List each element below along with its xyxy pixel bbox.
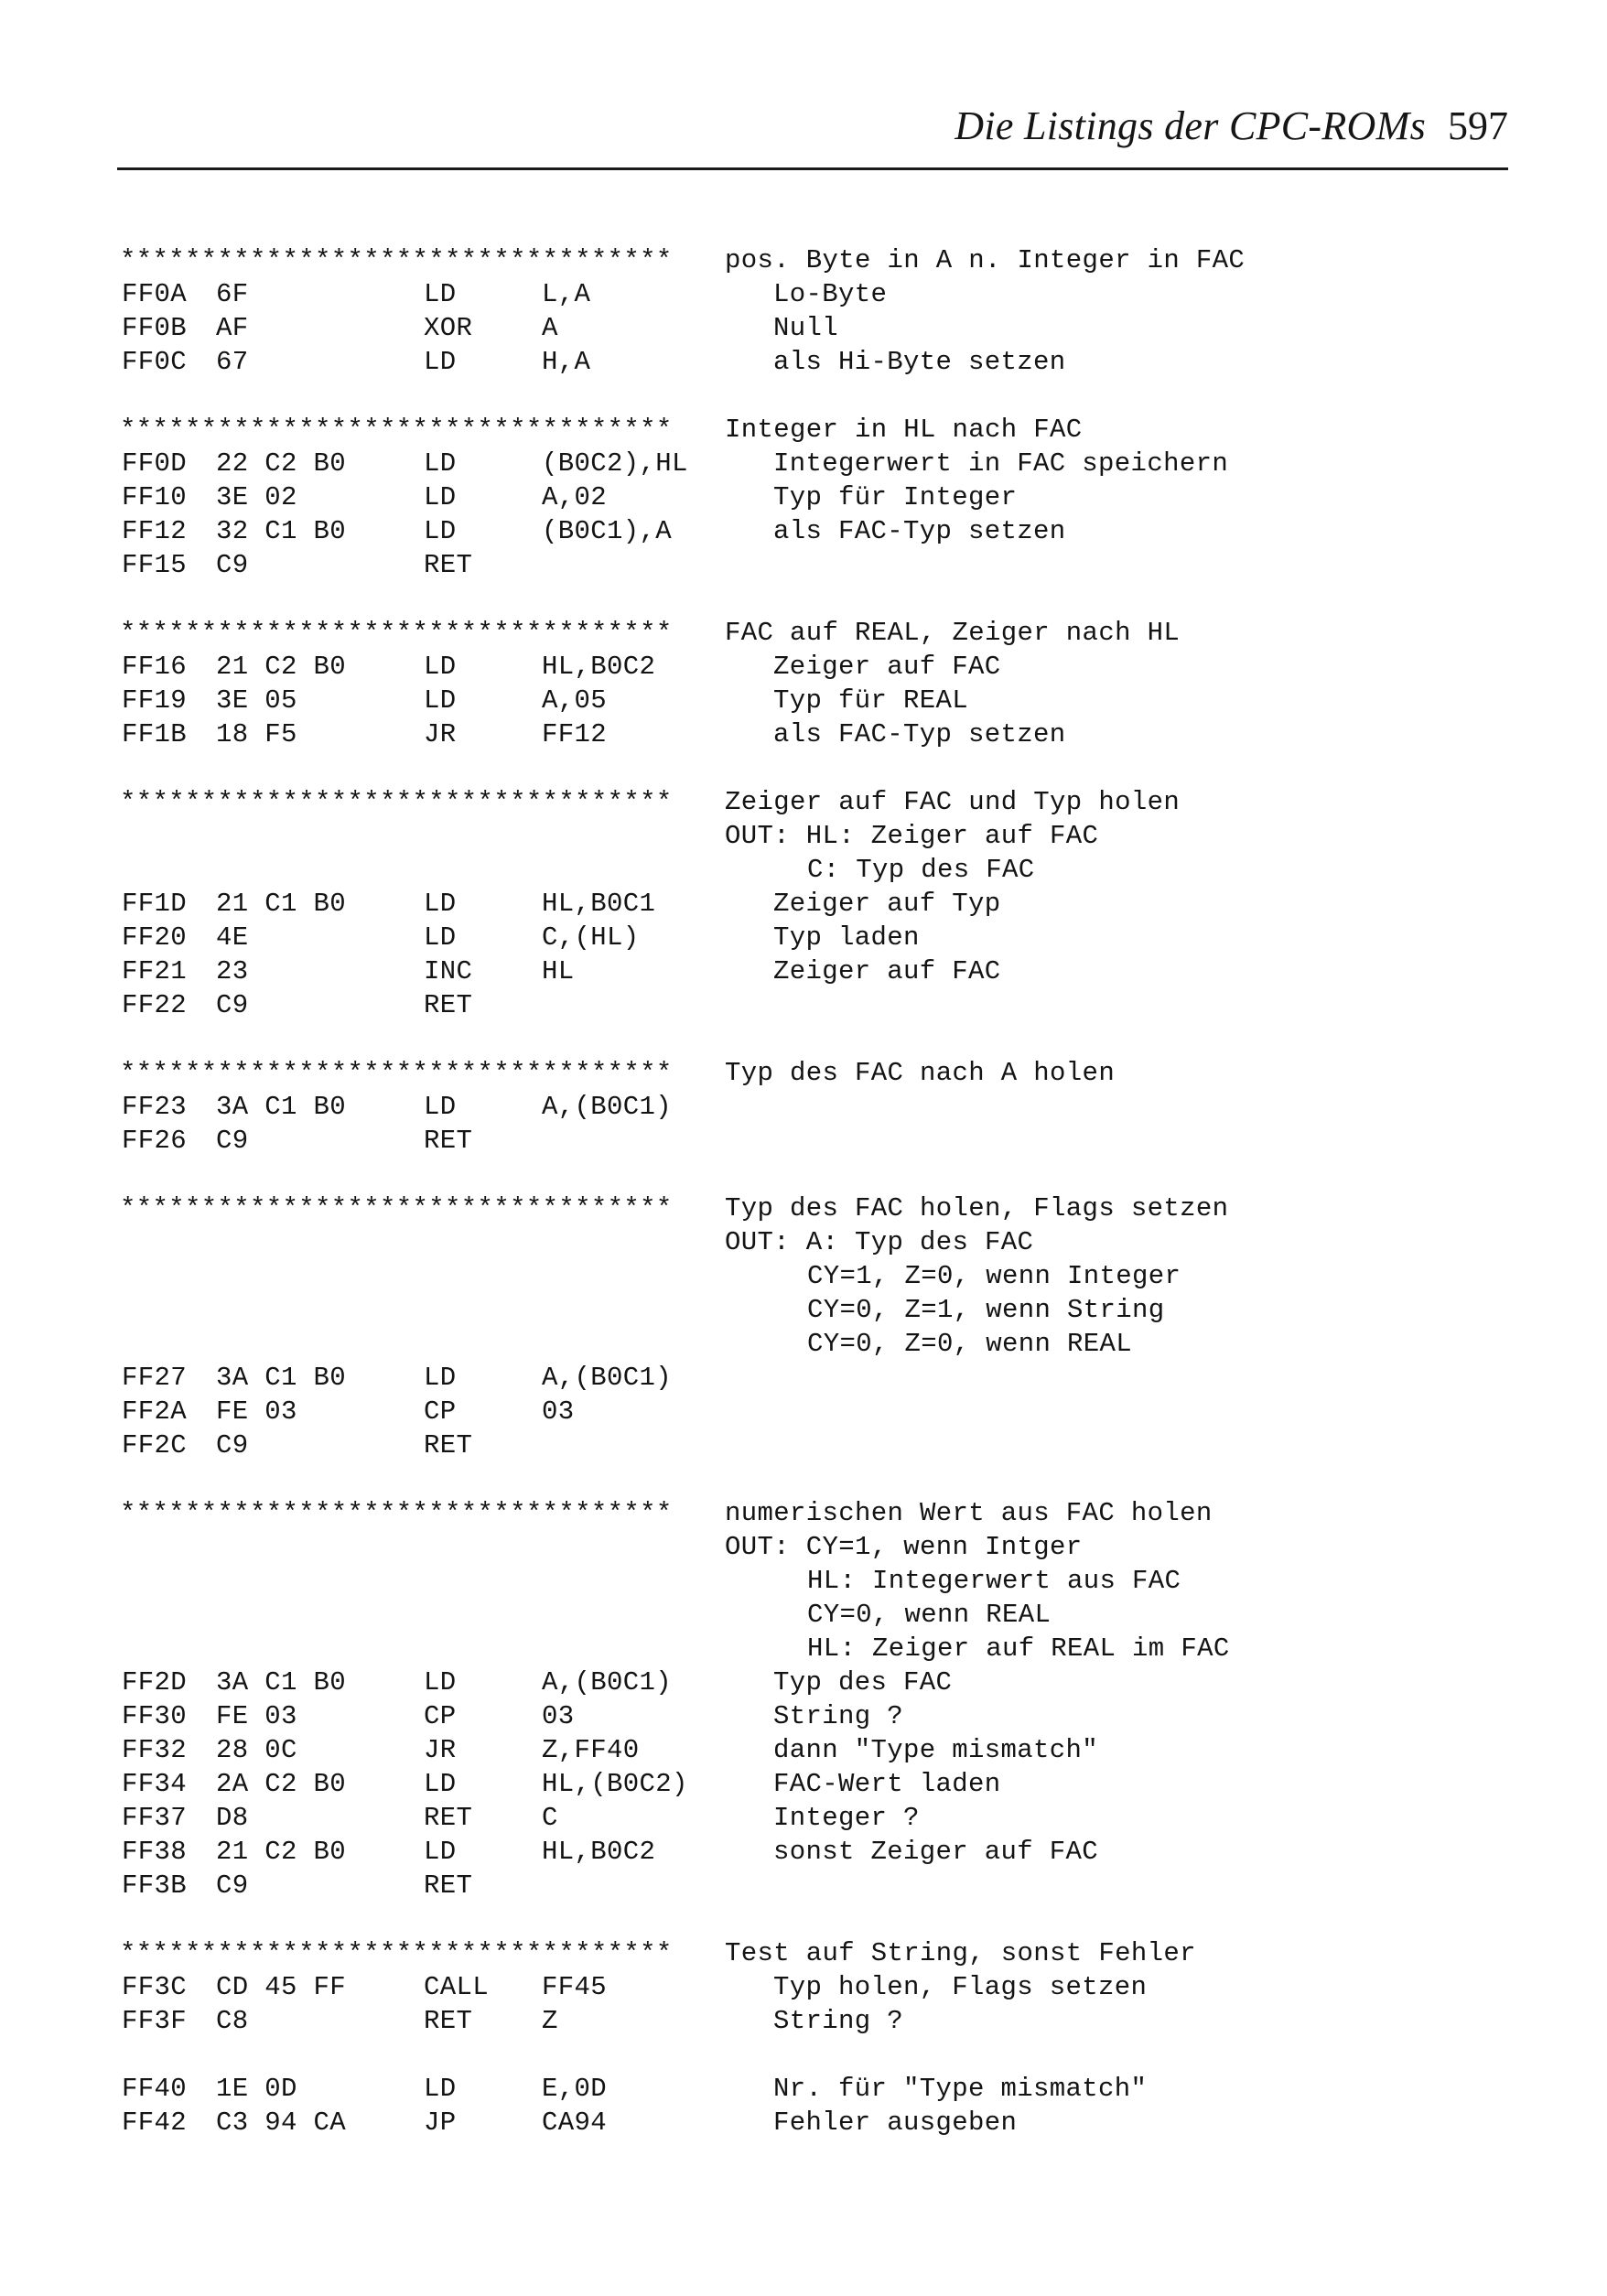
code-comment: Lo-Byte <box>773 278 888 309</box>
code-line <box>0 548 1607 582</box>
opcode-bytes: 21 C2 B0 <box>216 651 347 682</box>
code-line <box>0 650 1607 684</box>
blank-line <box>0 1903 1607 1936</box>
operand: FF12 <box>542 718 608 749</box>
code-line <box>0 988 1607 1022</box>
address: FF0A <box>122 278 188 309</box>
opcode-bytes: 3E 05 <box>216 684 297 716</box>
section-note-text: C: Typ des FAC <box>807 854 1035 885</box>
operand: E,0D <box>542 2073 608 2104</box>
operand: 03 <box>542 1396 575 1427</box>
mnemonic: RET <box>424 1429 473 1461</box>
mnemonic: LD <box>424 922 457 953</box>
opcode-bytes: 4E <box>216 922 249 953</box>
running-head <box>954 102 1508 150</box>
mnemonic: LD <box>424 447 457 479</box>
section-note-text: CY=0, Z=1, wenn String <box>807 1294 1165 1325</box>
address: FF2A <box>122 1396 188 1427</box>
mnemonic: JR <box>424 1734 457 1765</box>
opcode-bytes: C9 <box>216 549 249 580</box>
separator-stars: ********************************** <box>120 1937 673 1968</box>
address: FF0C <box>122 346 188 377</box>
separator-stars: ********************************** <box>120 1192 673 1223</box>
section-title: Typ des FAC nach A holen <box>725 1057 1116 1088</box>
code-line <box>0 1970 1607 2004</box>
opcode-bytes: 3A C1 B0 <box>216 1362 347 1393</box>
code-comment: Typ für REAL <box>773 684 969 716</box>
blank-line <box>0 751 1607 785</box>
operand: A,02 <box>542 481 608 512</box>
address: FF26 <box>122 1125 188 1156</box>
opcode-bytes: 3A C1 B0 <box>216 1666 347 1698</box>
section-title: Zeiger auf FAC und Typ holen <box>725 786 1181 817</box>
opcode-bytes: 28 0C <box>216 1734 297 1765</box>
section-header <box>0 413 1607 447</box>
operand: A,05 <box>542 684 608 716</box>
mnemonic: LD <box>424 651 457 682</box>
operand: A,(B0C1) <box>542 1362 673 1393</box>
operand: Z <box>542 2005 558 2036</box>
section-note-continuation <box>0 853 1607 887</box>
mnemonic: JP <box>424 2107 457 2138</box>
blank-line <box>0 582 1607 616</box>
opcode-bytes: 67 <box>216 346 249 377</box>
address: FF1B <box>122 718 188 749</box>
operand: (B0C2),HL <box>542 447 688 479</box>
operand: H,A <box>542 346 591 377</box>
code-comment: Null <box>773 312 839 343</box>
operand: A <box>542 312 558 343</box>
section-title: FAC auf REAL, Zeiger nach HL <box>725 617 1181 648</box>
code-comment: als Hi-Byte setzen <box>773 346 1066 377</box>
code-line <box>0 1869 1607 1903</box>
blank-line <box>0 2038 1607 2072</box>
opcode-bytes: 23 <box>216 955 249 986</box>
operand: A,(B0C1) <box>542 1666 673 1698</box>
address: FF30 <box>122 1700 188 1731</box>
code-comment: Zeiger auf Typ <box>773 888 1001 919</box>
opcode-bytes: D8 <box>216 1802 249 1833</box>
code-line <box>0 2106 1607 2140</box>
section-note-continuation <box>0 1564 1607 1598</box>
code-line <box>0 277 1607 311</box>
section-header <box>0 1056 1607 1090</box>
opcode-bytes: C9 <box>216 1125 249 1156</box>
code-comment: Zeiger auf FAC <box>773 955 1001 986</box>
opcode-bytes: 22 C2 B0 <box>216 447 347 479</box>
code-comment: dann "Type mismatch" <box>773 1734 1099 1765</box>
section-note <box>0 1530 1607 1564</box>
code-line <box>0 1124 1607 1158</box>
code-line <box>0 717 1607 751</box>
operand: CA94 <box>542 2107 608 2138</box>
opcode-bytes: C8 <box>216 2005 249 2036</box>
section-header <box>0 243 1607 277</box>
header-rule <box>117 167 1508 170</box>
code-comment: Typ holen, Flags setzen <box>773 1971 1148 2002</box>
address: FF32 <box>122 1734 188 1765</box>
address: FF12 <box>122 515 188 546</box>
opcode-bytes: C9 <box>216 1870 249 1901</box>
code-line <box>0 311 1607 345</box>
operand: A,(B0C1) <box>542 1091 673 1122</box>
code-line <box>0 1665 1607 1699</box>
section-note <box>0 819 1607 853</box>
mnemonic: LD <box>424 1666 457 1698</box>
mnemonic: RET <box>424 989 473 1020</box>
blank-line <box>0 379 1607 413</box>
code-line <box>0 1835 1607 1869</box>
section-note-text: OUT: CY=1, wenn Intger <box>725 1531 1083 1562</box>
address: FF23 <box>122 1091 188 1122</box>
code-comment: als FAC-Typ setzen <box>773 718 1066 749</box>
code-line <box>0 1733 1607 1767</box>
section-title: numerischen Wert aus FAC holen <box>725 1497 1213 1528</box>
operand: L,A <box>542 278 591 309</box>
mnemonic: LD <box>424 515 457 546</box>
operand: C <box>542 1802 558 1833</box>
opcode-bytes: 21 C2 B0 <box>216 1836 347 1867</box>
blank-line <box>0 1462 1607 1496</box>
section-note-continuation <box>0 1293 1607 1327</box>
code-line <box>0 954 1607 988</box>
code-line <box>0 921 1607 954</box>
address: FF0D <box>122 447 188 479</box>
section-title: Test auf String, sonst Fehler <box>725 1937 1196 1968</box>
operand: 03 <box>542 1700 575 1731</box>
code-line <box>0 1395 1607 1428</box>
separator-stars: ********************************** <box>120 1497 673 1528</box>
mnemonic: XOR <box>424 312 473 343</box>
separator-stars: ********************************** <box>120 244 673 275</box>
separator-stars: ********************************** <box>120 1057 673 1088</box>
mnemonic: INC <box>424 955 473 986</box>
running-title: Die Listings der CPC-ROMs <box>954 103 1426 148</box>
code-line <box>0 1767 1607 1801</box>
section-header <box>0 1496 1607 1530</box>
mnemonic: LD <box>424 1836 457 1867</box>
code-comment: Fehler ausgeben <box>773 2107 1018 2138</box>
separator-stars: ********************************** <box>120 414 673 445</box>
code-comment: FAC-Wert laden <box>773 1768 1001 1799</box>
code-line <box>0 1699 1607 1733</box>
code-line <box>0 1428 1607 1462</box>
code-comment: als FAC-Typ setzen <box>773 515 1066 546</box>
blank-line <box>0 1158 1607 1191</box>
blank-line <box>0 1022 1607 1056</box>
code-line <box>0 887 1607 921</box>
opcode-bytes: 32 C1 B0 <box>216 515 347 546</box>
address: FF3C <box>122 1971 188 2002</box>
opcode-bytes: C9 <box>216 989 249 1020</box>
operand: HL,B0C2 <box>542 651 656 682</box>
mnemonic: LD <box>424 1091 457 1122</box>
section-note-text: CY=1, Z=0, wenn Integer <box>807 1260 1181 1291</box>
section-note-continuation <box>0 1327 1607 1361</box>
opcode-bytes: 18 F5 <box>216 718 297 749</box>
separator-stars: ********************************** <box>120 786 673 817</box>
code-comment: Nr. für "Type mismatch" <box>773 2073 1148 2104</box>
mnemonic: RET <box>424 549 473 580</box>
address: FF40 <box>122 2073 188 2104</box>
operand: HL <box>542 955 575 986</box>
code-comment: Typ für Integer <box>773 481 1018 512</box>
opcode-bytes: 2A C2 B0 <box>216 1768 347 1799</box>
section-note-text: HL: Integerwert aus FAC <box>807 1565 1181 1596</box>
section-header <box>0 785 1607 819</box>
code-line <box>0 684 1607 717</box>
section-header <box>0 616 1607 650</box>
opcode-bytes: FE 03 <box>216 1396 297 1427</box>
mnemonic: LD <box>424 481 457 512</box>
address: FF3F <box>122 2005 188 2036</box>
code-line <box>0 345 1607 379</box>
address: FF10 <box>122 481 188 512</box>
code-comment: String ? <box>773 1700 904 1731</box>
code-line <box>0 2072 1607 2106</box>
mnemonic: LD <box>424 888 457 919</box>
code-line <box>0 1361 1607 1395</box>
address: FF22 <box>122 989 188 1020</box>
section-header <box>0 1936 1607 1970</box>
operand: Z,FF40 <box>542 1734 640 1765</box>
operand: C,(HL) <box>542 922 640 953</box>
mnemonic: LD <box>424 1768 457 1799</box>
mnemonic: LD <box>424 346 457 377</box>
address: FF1D <box>122 888 188 919</box>
code-line <box>0 1090 1607 1124</box>
code-line <box>0 1801 1607 1835</box>
address: FF0B <box>122 312 188 343</box>
mnemonic: LD <box>424 684 457 716</box>
section-header <box>0 1191 1607 1225</box>
address: FF16 <box>122 651 188 682</box>
section-note <box>0 1225 1607 1259</box>
address: FF27 <box>122 1362 188 1393</box>
opcode-bytes: C9 <box>216 1429 249 1461</box>
operand: HL,B0C1 <box>542 888 656 919</box>
opcode-bytes: FE 03 <box>216 1700 297 1731</box>
address: FF2D <box>122 1666 188 1698</box>
code-comment: String ? <box>773 2005 904 2036</box>
section-note-text: CY=0, wenn REAL <box>807 1599 1052 1630</box>
opcode-bytes: C3 94 CA <box>216 2107 347 2138</box>
section-note-text: OUT: HL: Zeiger auf FAC <box>725 820 1099 851</box>
code-comment: Integer ? <box>773 1802 920 1833</box>
address: FF21 <box>122 955 188 986</box>
section-title: Typ des FAC holen, Flags setzen <box>725 1192 1229 1223</box>
section-note-continuation <box>0 1598 1607 1632</box>
code-comment: Typ des FAC <box>773 1666 953 1698</box>
opcode-bytes: CD 45 FF <box>216 1971 347 2002</box>
code-comment: sonst Zeiger auf FAC <box>773 1836 1099 1867</box>
mnemonic: LD <box>424 1362 457 1393</box>
opcode-bytes: 3A C1 B0 <box>216 1091 347 1122</box>
mnemonic: RET <box>424 2005 473 2036</box>
operand: HL,B0C2 <box>542 1836 656 1867</box>
opcode-bytes: AF <box>216 312 249 343</box>
mnemonic: RET <box>424 1125 473 1156</box>
opcode-bytes: 21 C1 B0 <box>216 888 347 919</box>
opcode-bytes: 6F <box>216 278 249 309</box>
address: FF38 <box>122 1836 188 1867</box>
page-number: 597 <box>1448 103 1508 148</box>
code-line <box>0 447 1607 480</box>
code-line <box>0 514 1607 548</box>
address: FF15 <box>122 549 188 580</box>
mnemonic: CALL <box>424 1971 490 2002</box>
mnemonic: CP <box>424 1700 457 1731</box>
operand: HL,(B0C2) <box>542 1768 688 1799</box>
address: FF2C <box>122 1429 188 1461</box>
mnemonic: RET <box>424 1870 473 1901</box>
mnemonic: LD <box>424 278 457 309</box>
code-line <box>0 480 1607 514</box>
section-note-continuation <box>0 1632 1607 1665</box>
section-note-text: HL: Zeiger auf REAL im FAC <box>807 1633 1230 1664</box>
address: FF20 <box>122 922 188 953</box>
section-note-continuation <box>0 1259 1607 1293</box>
code-line <box>0 2004 1607 2038</box>
address: FF19 <box>122 684 188 716</box>
operand: (B0C1),A <box>542 515 673 546</box>
operand: FF45 <box>542 1971 608 2002</box>
mnemonic: CP <box>424 1396 457 1427</box>
section-title: pos. Byte in A n. Integer in FAC <box>725 244 1246 275</box>
address: FF3B <box>122 1870 188 1901</box>
address: FF37 <box>122 1802 188 1833</box>
mnemonic: RET <box>424 1802 473 1833</box>
opcode-bytes: 3E 02 <box>216 481 297 512</box>
code-comment: Integerwert in FAC speichern <box>773 447 1229 479</box>
section-title: Integer in HL nach FAC <box>725 414 1083 445</box>
code-comment: Typ laden <box>773 922 920 953</box>
opcode-bytes: 1E 0D <box>216 2073 297 2104</box>
mnemonic: LD <box>424 2073 457 2104</box>
mnemonic: JR <box>424 718 457 749</box>
address: FF34 <box>122 1768 188 1799</box>
section-note-text: OUT: A: Typ des FAC <box>725 1226 1034 1257</box>
section-note-text: CY=0, Z=0, wenn REAL <box>807 1328 1133 1359</box>
code-comment: Zeiger auf FAC <box>773 651 1001 682</box>
address: FF42 <box>122 2107 188 2138</box>
separator-stars: ********************************** <box>120 617 673 648</box>
